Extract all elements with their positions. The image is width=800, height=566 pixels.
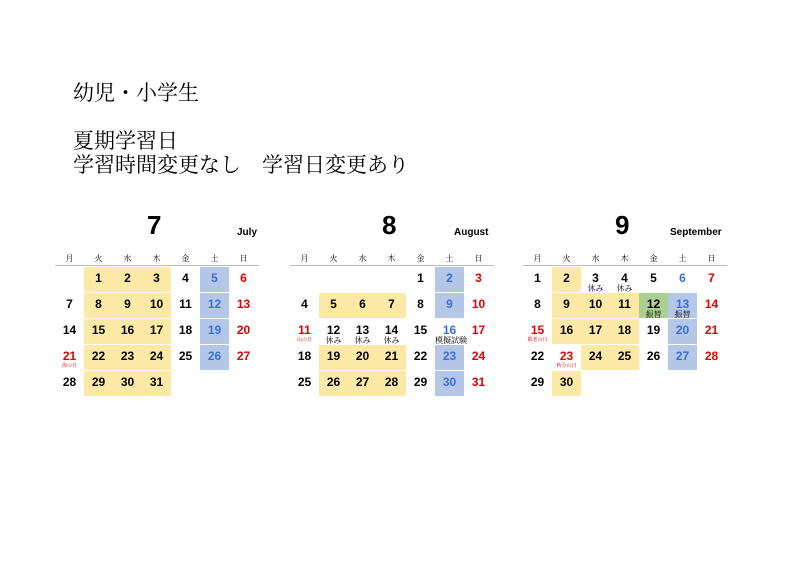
day-number: 13 bbox=[675, 297, 690, 311]
day-number: 10 bbox=[149, 297, 164, 311]
header-divider bbox=[55, 265, 259, 266]
day-number: 29 bbox=[413, 375, 428, 389]
day-cell bbox=[200, 319, 229, 344]
day-number: 16 bbox=[120, 323, 135, 337]
day-cell bbox=[55, 371, 84, 396]
day-cell bbox=[84, 293, 113, 318]
day-cell bbox=[348, 371, 377, 396]
weekday-header: 日 bbox=[707, 254, 716, 263]
day-note: 休み bbox=[616, 284, 633, 293]
day-number: 7 bbox=[708, 271, 715, 285]
day-number: 26 bbox=[326, 375, 341, 389]
day-cell bbox=[435, 293, 464, 318]
day-cell bbox=[581, 293, 610, 318]
day-number: 26 bbox=[207, 349, 222, 363]
day-cell bbox=[552, 293, 581, 318]
day-number: 5 bbox=[330, 297, 337, 311]
day-cell bbox=[290, 319, 319, 344]
weekday-header: 水 bbox=[591, 254, 600, 263]
day-cell bbox=[610, 319, 639, 344]
day-note: 休み bbox=[325, 336, 342, 345]
day-number: 13 bbox=[236, 297, 251, 311]
day-cell bbox=[55, 345, 84, 370]
day-cell bbox=[435, 267, 464, 292]
day-cell bbox=[200, 293, 229, 318]
weekday-header: 月 bbox=[65, 254, 74, 263]
day-number: 15 bbox=[530, 323, 545, 337]
day-number: 31 bbox=[471, 375, 486, 389]
subtitle-note: 学習時間変更なし 学習日変更あり bbox=[73, 153, 409, 177]
month-number: 8 bbox=[382, 210, 397, 240]
calendar-september bbox=[523, 210, 727, 400]
day-number: 7 bbox=[388, 297, 395, 311]
day-number: 25 bbox=[297, 375, 312, 389]
day-cell bbox=[229, 293, 258, 318]
day-note: 模擬試験 bbox=[435, 336, 467, 345]
month-number: 9 bbox=[615, 210, 630, 240]
day-number: 24 bbox=[149, 349, 164, 363]
day-number: 11 bbox=[298, 323, 311, 337]
day-cell bbox=[406, 267, 435, 292]
month-number: 7 bbox=[147, 210, 162, 240]
weekday-header: 火 bbox=[562, 254, 571, 263]
day-cell bbox=[697, 267, 726, 292]
day-cell bbox=[171, 293, 200, 318]
day-number: 8 bbox=[417, 297, 424, 311]
day-number: 21 bbox=[384, 349, 399, 363]
weekday-header: 火 bbox=[94, 254, 103, 263]
day-cell bbox=[406, 319, 435, 344]
day-number: 4 bbox=[182, 271, 189, 285]
day-cell bbox=[348, 345, 377, 370]
day-number: 4 bbox=[621, 271, 628, 285]
day-number: 23 bbox=[120, 349, 135, 363]
day-cell bbox=[377, 293, 406, 318]
day-number: 2 bbox=[124, 271, 131, 285]
day-cell bbox=[113, 319, 142, 344]
day-number: 20 bbox=[236, 323, 251, 337]
day-cell bbox=[229, 345, 258, 370]
day-number: 1 bbox=[417, 271, 424, 285]
day-number: 16 bbox=[559, 323, 574, 337]
day-number: 27 bbox=[236, 349, 251, 363]
holiday-label: 海の日 bbox=[61, 363, 77, 369]
day-number: 8 bbox=[95, 297, 102, 311]
day-number: 15 bbox=[413, 323, 428, 337]
day-number: 22 bbox=[413, 349, 428, 363]
weekday-header: 水 bbox=[358, 254, 367, 263]
day-number: 18 bbox=[297, 349, 312, 363]
day-cell bbox=[581, 345, 610, 370]
day-number: 17 bbox=[471, 323, 486, 337]
day-number: 9 bbox=[563, 297, 570, 311]
day-number: 2 bbox=[446, 271, 453, 285]
day-number: 1 bbox=[534, 271, 541, 285]
day-number: 3 bbox=[475, 271, 482, 285]
day-cell bbox=[406, 371, 435, 396]
day-number: 12 bbox=[207, 297, 222, 311]
subtitle: 夏期学習日 bbox=[73, 129, 178, 153]
day-cell bbox=[435, 371, 464, 396]
day-cell bbox=[406, 293, 435, 318]
day-cell bbox=[581, 319, 610, 344]
day-number: 12 bbox=[326, 323, 341, 337]
day-cell bbox=[84, 267, 113, 292]
day-cell bbox=[377, 371, 406, 396]
day-cell bbox=[697, 293, 726, 318]
day-note: 休み bbox=[354, 336, 371, 345]
day-number: 24 bbox=[588, 349, 603, 363]
day-cell bbox=[377, 345, 406, 370]
day-cell bbox=[84, 319, 113, 344]
day-cell bbox=[435, 319, 467, 345]
weekday-header: 金 bbox=[181, 254, 190, 263]
day-cell bbox=[200, 345, 229, 370]
weekday-header: 木 bbox=[387, 254, 396, 263]
day-number: 23 bbox=[442, 349, 457, 363]
day-number: 10 bbox=[471, 297, 486, 311]
day-number: 1 bbox=[95, 271, 102, 285]
day-cell bbox=[581, 267, 610, 292]
day-cell bbox=[348, 293, 377, 318]
weekday-header: 月 bbox=[300, 254, 309, 263]
weekday-header: 土 bbox=[210, 254, 219, 263]
day-cell bbox=[610, 345, 639, 370]
day-number: 18 bbox=[178, 323, 193, 337]
day-number: 2 bbox=[563, 271, 570, 285]
day-cell bbox=[319, 345, 348, 370]
day-cell bbox=[668, 267, 697, 292]
day-number: 26 bbox=[646, 349, 661, 363]
day-cell bbox=[171, 345, 200, 370]
day-number: 19 bbox=[207, 323, 222, 337]
day-number: 20 bbox=[675, 323, 690, 337]
day-cell bbox=[523, 371, 552, 396]
day-cell bbox=[55, 293, 84, 318]
day-cell bbox=[142, 319, 171, 344]
day-cell bbox=[229, 319, 258, 344]
day-number: 22 bbox=[91, 349, 106, 363]
day-cell bbox=[113, 293, 142, 318]
day-cell bbox=[435, 345, 464, 370]
weekday-header: 土 bbox=[678, 254, 687, 263]
weekday-header: 金 bbox=[416, 254, 425, 263]
day-number: 16 bbox=[442, 323, 457, 337]
day-number: 5 bbox=[650, 271, 657, 285]
day-cell bbox=[113, 371, 142, 396]
day-cell bbox=[523, 345, 552, 370]
day-cell bbox=[668, 345, 697, 370]
day-number: 27 bbox=[675, 349, 690, 363]
weekday-header: 金 bbox=[649, 254, 658, 263]
day-number: 28 bbox=[704, 349, 719, 363]
weekday-header: 木 bbox=[620, 254, 629, 263]
day-number: 18 bbox=[617, 323, 632, 337]
day-number: 14 bbox=[704, 297, 719, 311]
day-number: 25 bbox=[617, 349, 632, 363]
day-number: 4 bbox=[301, 297, 308, 311]
day-cell bbox=[113, 267, 142, 292]
month-name: August bbox=[454, 227, 489, 238]
day-cell bbox=[668, 319, 697, 344]
day-note: 休み bbox=[587, 284, 604, 293]
day-number: 28 bbox=[62, 375, 77, 389]
day-cell bbox=[639, 267, 668, 292]
day-cell bbox=[55, 319, 84, 344]
holiday-label: 敬老の日 bbox=[527, 337, 548, 343]
day-number: 8 bbox=[534, 297, 541, 311]
day-cell bbox=[229, 267, 258, 292]
holiday-label: 山の日 bbox=[296, 337, 312, 343]
day-cell bbox=[84, 345, 113, 370]
day-number: 31 bbox=[149, 375, 164, 389]
day-number: 21 bbox=[704, 323, 719, 337]
day-number: 12 bbox=[646, 297, 661, 311]
day-number: 13 bbox=[355, 323, 370, 337]
day-number: 3 bbox=[153, 271, 160, 285]
day-cell bbox=[464, 345, 493, 370]
day-cell bbox=[113, 345, 142, 370]
day-number: 29 bbox=[91, 375, 106, 389]
day-cell bbox=[142, 293, 171, 318]
day-number: 28 bbox=[384, 375, 399, 389]
day-number: 21 bbox=[62, 349, 77, 363]
day-number: 6 bbox=[679, 271, 686, 285]
day-cell bbox=[200, 267, 229, 292]
day-number: 24 bbox=[471, 349, 486, 363]
day-cell bbox=[523, 267, 552, 292]
day-cell bbox=[639, 345, 668, 370]
day-cell bbox=[552, 319, 581, 344]
header-divider bbox=[523, 265, 727, 266]
day-cell bbox=[290, 371, 319, 396]
day-number: 17 bbox=[588, 323, 603, 337]
day-cell bbox=[290, 345, 319, 370]
day-number: 7 bbox=[66, 297, 73, 311]
day-cell bbox=[406, 345, 435, 370]
calendar-august bbox=[290, 210, 494, 400]
holiday-label: 秋分の日 bbox=[556, 363, 577, 369]
day-cell bbox=[171, 267, 200, 292]
day-number: 25 bbox=[178, 349, 193, 363]
day-cell bbox=[639, 319, 668, 344]
day-cell bbox=[142, 267, 171, 292]
day-number: 30 bbox=[559, 375, 574, 389]
day-number: 11 bbox=[618, 297, 631, 311]
day-number: 27 bbox=[355, 375, 370, 389]
day-number: 11 bbox=[179, 297, 192, 311]
day-cell bbox=[697, 345, 726, 370]
day-note: 振替 bbox=[645, 310, 662, 319]
day-number: 10 bbox=[588, 297, 603, 311]
day-cell bbox=[464, 267, 493, 292]
day-cell bbox=[142, 345, 171, 370]
weekday-header: 土 bbox=[445, 254, 454, 263]
day-number: 9 bbox=[124, 297, 131, 311]
day-cell bbox=[697, 319, 726, 344]
day-cell bbox=[668, 293, 697, 318]
day-cell bbox=[377, 319, 406, 344]
weekday-header: 水 bbox=[123, 254, 132, 263]
month-name: September bbox=[670, 227, 722, 238]
calendar-july bbox=[55, 210, 259, 400]
day-note: 休み bbox=[383, 336, 400, 345]
day-cell bbox=[464, 319, 493, 344]
page-title: 幼児・小学生 bbox=[73, 81, 199, 105]
day-note: 振替 bbox=[674, 310, 691, 319]
day-number: 19 bbox=[326, 349, 341, 363]
day-number: 6 bbox=[359, 297, 366, 311]
day-number: 22 bbox=[530, 349, 545, 363]
day-cell bbox=[610, 293, 639, 318]
weekday-header: 日 bbox=[474, 254, 483, 263]
day-cell bbox=[142, 371, 171, 396]
header-divider bbox=[290, 265, 494, 266]
day-number: 14 bbox=[62, 323, 77, 337]
month-name: July bbox=[237, 227, 258, 238]
day-cell bbox=[552, 371, 581, 396]
weekday-header: 火 bbox=[329, 254, 338, 263]
day-cell bbox=[464, 293, 493, 318]
weekday-header: 日 bbox=[239, 254, 248, 263]
day-number: 23 bbox=[559, 349, 574, 363]
day-cell bbox=[464, 371, 493, 396]
day-number: 15 bbox=[91, 323, 106, 337]
day-cell bbox=[348, 319, 377, 344]
weekday-header: 木 bbox=[152, 254, 161, 263]
day-number: 30 bbox=[442, 375, 457, 389]
day-cell bbox=[319, 371, 348, 396]
day-number: 9 bbox=[446, 297, 453, 311]
day-cell bbox=[523, 293, 552, 318]
day-cell bbox=[639, 293, 668, 318]
day-cell bbox=[552, 345, 581, 370]
day-cell bbox=[171, 319, 200, 344]
day-number: 30 bbox=[120, 375, 135, 389]
day-number: 29 bbox=[530, 375, 545, 389]
day-cell bbox=[84, 371, 113, 396]
day-number: 19 bbox=[646, 323, 661, 337]
day-number: 17 bbox=[149, 323, 164, 337]
day-cell bbox=[319, 319, 348, 344]
day-cell bbox=[552, 267, 581, 292]
day-cell bbox=[610, 267, 639, 292]
day-number: 20 bbox=[355, 349, 370, 363]
day-cell bbox=[290, 293, 319, 318]
day-number: 5 bbox=[211, 271, 218, 285]
day-number: 6 bbox=[240, 271, 247, 285]
day-cell bbox=[523, 319, 552, 344]
day-cell bbox=[319, 293, 348, 318]
day-number: 3 bbox=[592, 271, 599, 285]
day-number: 14 bbox=[384, 323, 399, 337]
weekday-header: 月 bbox=[533, 254, 542, 263]
